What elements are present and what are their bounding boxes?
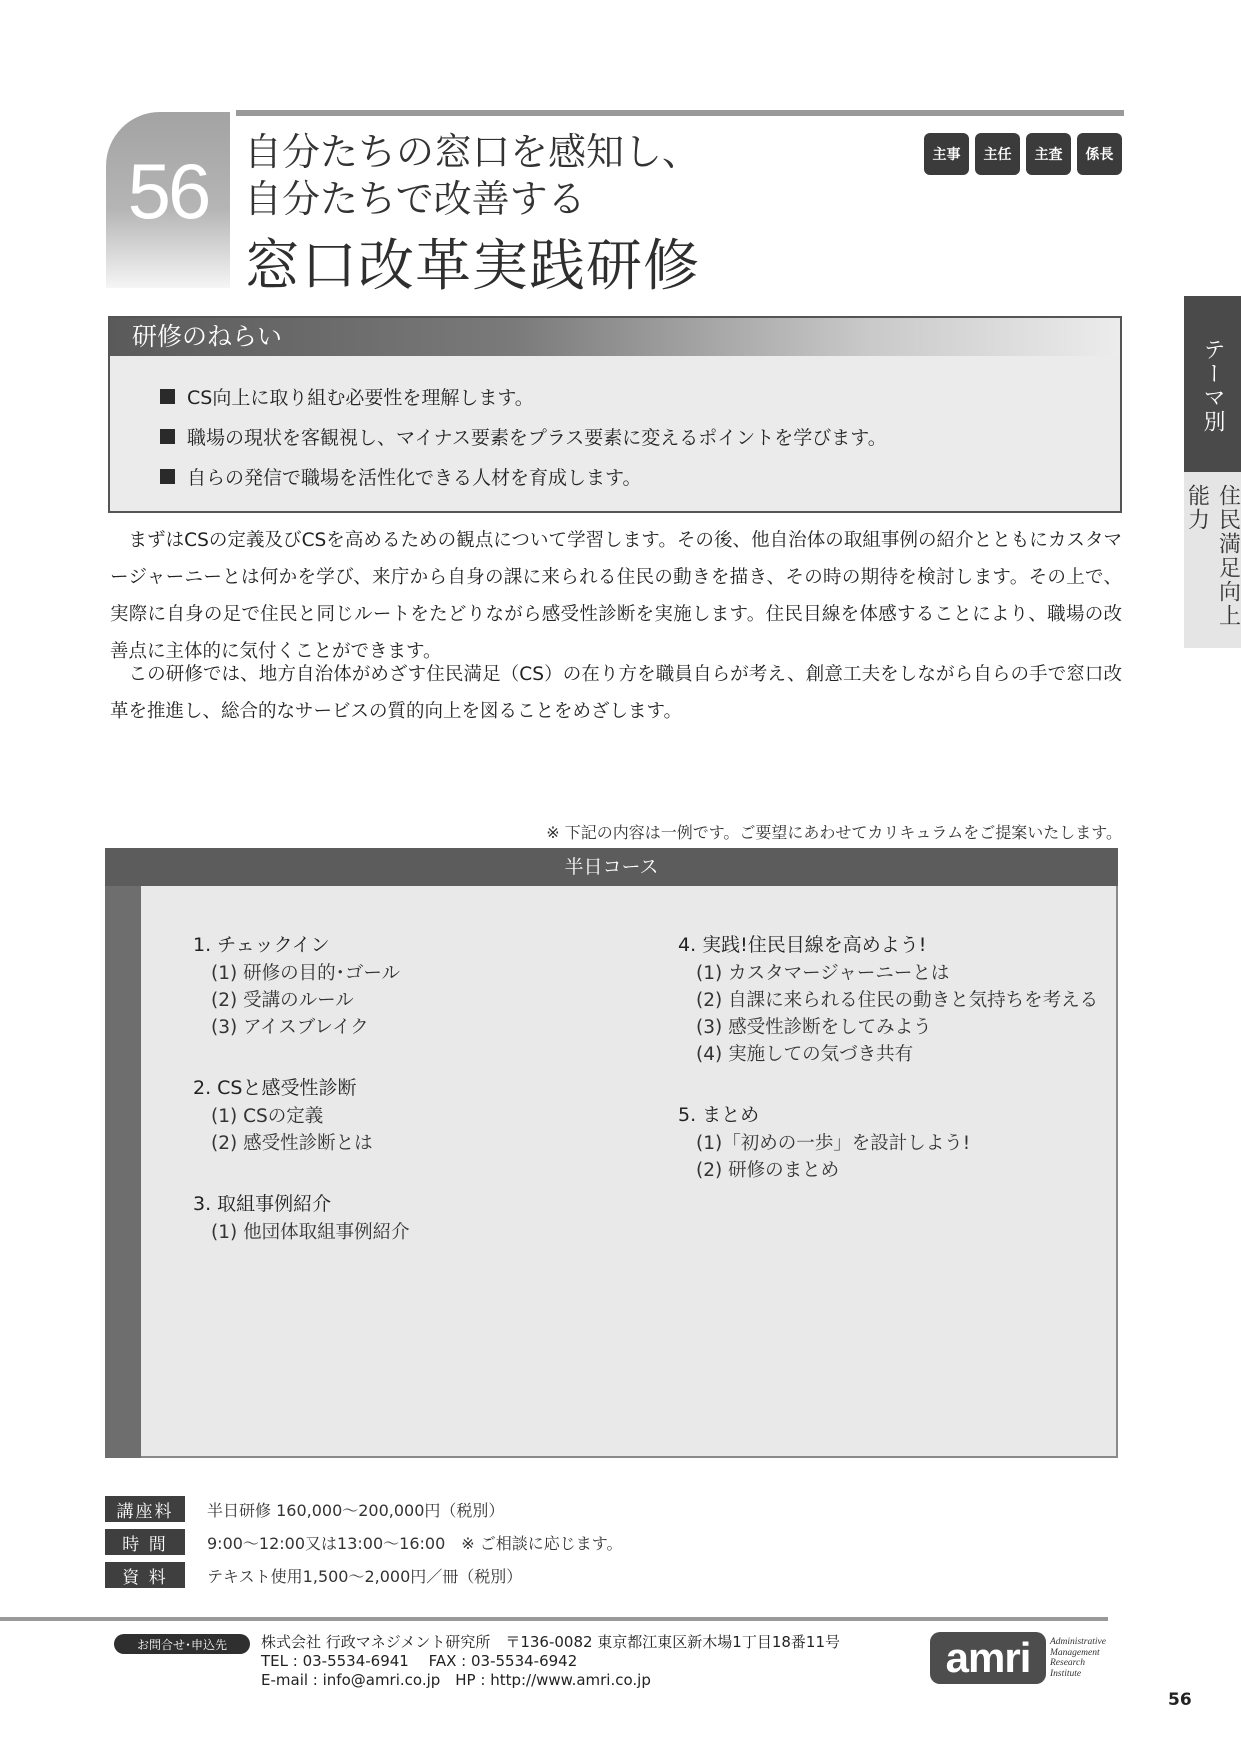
- subtitle-line-2: 自分たちで改善する: [244, 177, 586, 221]
- course-section-1: [193, 930, 410, 1041]
- section-item: (4) 実施しての気づき共有: [696, 1044, 914, 1065]
- target-badges: [924, 133, 1122, 175]
- aim-text: 自らの発信で職場を活性化できる人材を育成します。: [187, 466, 642, 489]
- fee-row-tuition: [105, 1496, 504, 1522]
- fee-label: 講座料: [105, 1496, 185, 1522]
- logo-line: Institute: [1050, 1668, 1082, 1679]
- fee-label: 時 間: [105, 1529, 185, 1555]
- badge-shunin: 主任: [975, 133, 1020, 175]
- list-item: [160, 376, 887, 416]
- course-heading: 半日コース: [105, 848, 1118, 886]
- aims-list: [160, 376, 887, 496]
- list-item: [160, 416, 887, 456]
- section-item: (2) 研修のまとめ: [696, 1160, 840, 1181]
- course-column-left: [193, 930, 410, 1278]
- section-title: 4. 実践!住民目線を高めよう!: [678, 934, 927, 956]
- description-paragraph-1: まずはCSの定義及びCSを高めるための観点について学習します。その後、他自治体の取組事例の紹介とともにカスタマージャーニーとは何かを学び、来庁から自身の課に来られる住民の動きを描き、その時の期待を検討します。その上で、実際に自身の足で住民と同じルートをたどりながら感受性診断を実施します。住民目線を体感することにより、職場の改善点に主体的に気付くことができます。: [110, 530, 1122, 662]
- list-item: [160, 456, 887, 496]
- logo-line: Management: [1050, 1647, 1100, 1658]
- email-website: E-mail : info@amri.co.jp HP : http://www.amri.co.jp: [261, 1671, 651, 1689]
- section-item: (1) カスタマージャーニーとは: [696, 963, 950, 984]
- section-item: (2) 自課に来られる住民の動きと気持ちを考える: [696, 990, 1099, 1011]
- aim-text: 職場の現状を客観視し、マイナス要素をプラス要素に変えるポイントを学びます。: [187, 426, 887, 449]
- fee-row-materials: [105, 1562, 522, 1588]
- section-item: (3) 感受性診断をしてみよう: [696, 1017, 932, 1038]
- section-title: 1. チェックイン: [193, 934, 330, 956]
- section-item: (2) 受講のルール: [211, 990, 354, 1011]
- badge-kakaricho: 係長: [1077, 133, 1122, 175]
- badge-shusa: 主査: [1026, 133, 1071, 175]
- course-section-2: [193, 1073, 410, 1157]
- side-tab-category-label: テーマ別: [1200, 338, 1225, 434]
- section-item: (1)「初めの一歩」を設計しよう!: [696, 1133, 971, 1154]
- section-item: (2) 感受性診断とは: [211, 1133, 373, 1154]
- square-bullet-icon: [160, 469, 175, 484]
- page-number: 56: [1168, 1690, 1192, 1710]
- logo-line: Administrative: [1050, 1637, 1106, 1647]
- page-title: 窓口改革実践研修: [244, 234, 700, 299]
- side-tab-theme: [1184, 472, 1241, 648]
- fee-row-time: [105, 1529, 622, 1555]
- logo-mark: amri: [930, 1632, 1046, 1684]
- square-bullet-icon: [160, 429, 175, 444]
- badge-shuji: 主事: [924, 133, 969, 175]
- section-item: (1) 他団体取組事例紹介: [211, 1222, 410, 1243]
- subtitle-line-1: 自分たちの窓口を感知し、: [244, 130, 701, 174]
- fee-label: 資 料: [105, 1562, 185, 1588]
- section-item: (1) 研修の目的･ゴール: [211, 963, 400, 984]
- footer-rule: [0, 1617, 1108, 1621]
- curriculum-note: ※ 下記の内容は一例です。ご要望にあわせてカリキュラムをご提案いたします。: [546, 823, 1122, 842]
- side-tab-category: [1184, 296, 1241, 472]
- company-address: 株式会社 行政マネジメント研究所 〒136-0082 東京都江東区新木場1丁目18番11号: [261, 1633, 841, 1651]
- header-rule: [236, 110, 1124, 116]
- phone-fax: TEL : 03-5534-6941 FAX : 03-5534-6942: [261, 1652, 578, 1670]
- course-number: 56: [127, 147, 209, 235]
- fee-value: 半日研修 160,000〜200,000円（税別）: [207, 1500, 505, 1520]
- fee-value: テキスト使用1,500〜2,000円／冊（税別）: [207, 1566, 523, 1586]
- section-item: (3) アイスブレイク: [211, 1017, 369, 1038]
- side-tab-theme-label: 住民満足向上能力: [1184, 484, 1241, 628]
- course-section-4: [678, 930, 1098, 1068]
- course-side-bar: [105, 848, 141, 1458]
- section-title: 3. 取組事例紹介: [193, 1193, 332, 1215]
- fee-value: 9:00〜12:00又は13:00〜16:00 ※ ご相談に応じます。: [207, 1533, 623, 1553]
- contact-label: お問合せ･申込先: [114, 1634, 250, 1654]
- course-section-5: [678, 1100, 1098, 1184]
- logo-line: Research: [1050, 1658, 1085, 1668]
- square-bullet-icon: [160, 389, 175, 404]
- course-section-3: [193, 1189, 410, 1246]
- section-title: 2. CSと感受性診断: [193, 1077, 357, 1099]
- aim-text: CS向上に取り組む必要性を理解します。: [187, 386, 534, 409]
- logo-text: [1050, 1637, 1106, 1679]
- section-title: 5. まとめ: [678, 1104, 760, 1126]
- description-paragraph-2: この研修では、地方自治体がめざす住民満足（CS）の在り方を職員自らが考え、創意工夫をしながら自らの手で窓口改革を推進し、総合的なサービスの質的向上を図ることをめざします。: [110, 664, 1122, 722]
- aims-heading: 研修のねらい: [110, 318, 1120, 356]
- course-column-right: [678, 930, 1098, 1216]
- amri-logo: [930, 1632, 1106, 1684]
- section-item: (1) CSの定義: [211, 1106, 324, 1127]
